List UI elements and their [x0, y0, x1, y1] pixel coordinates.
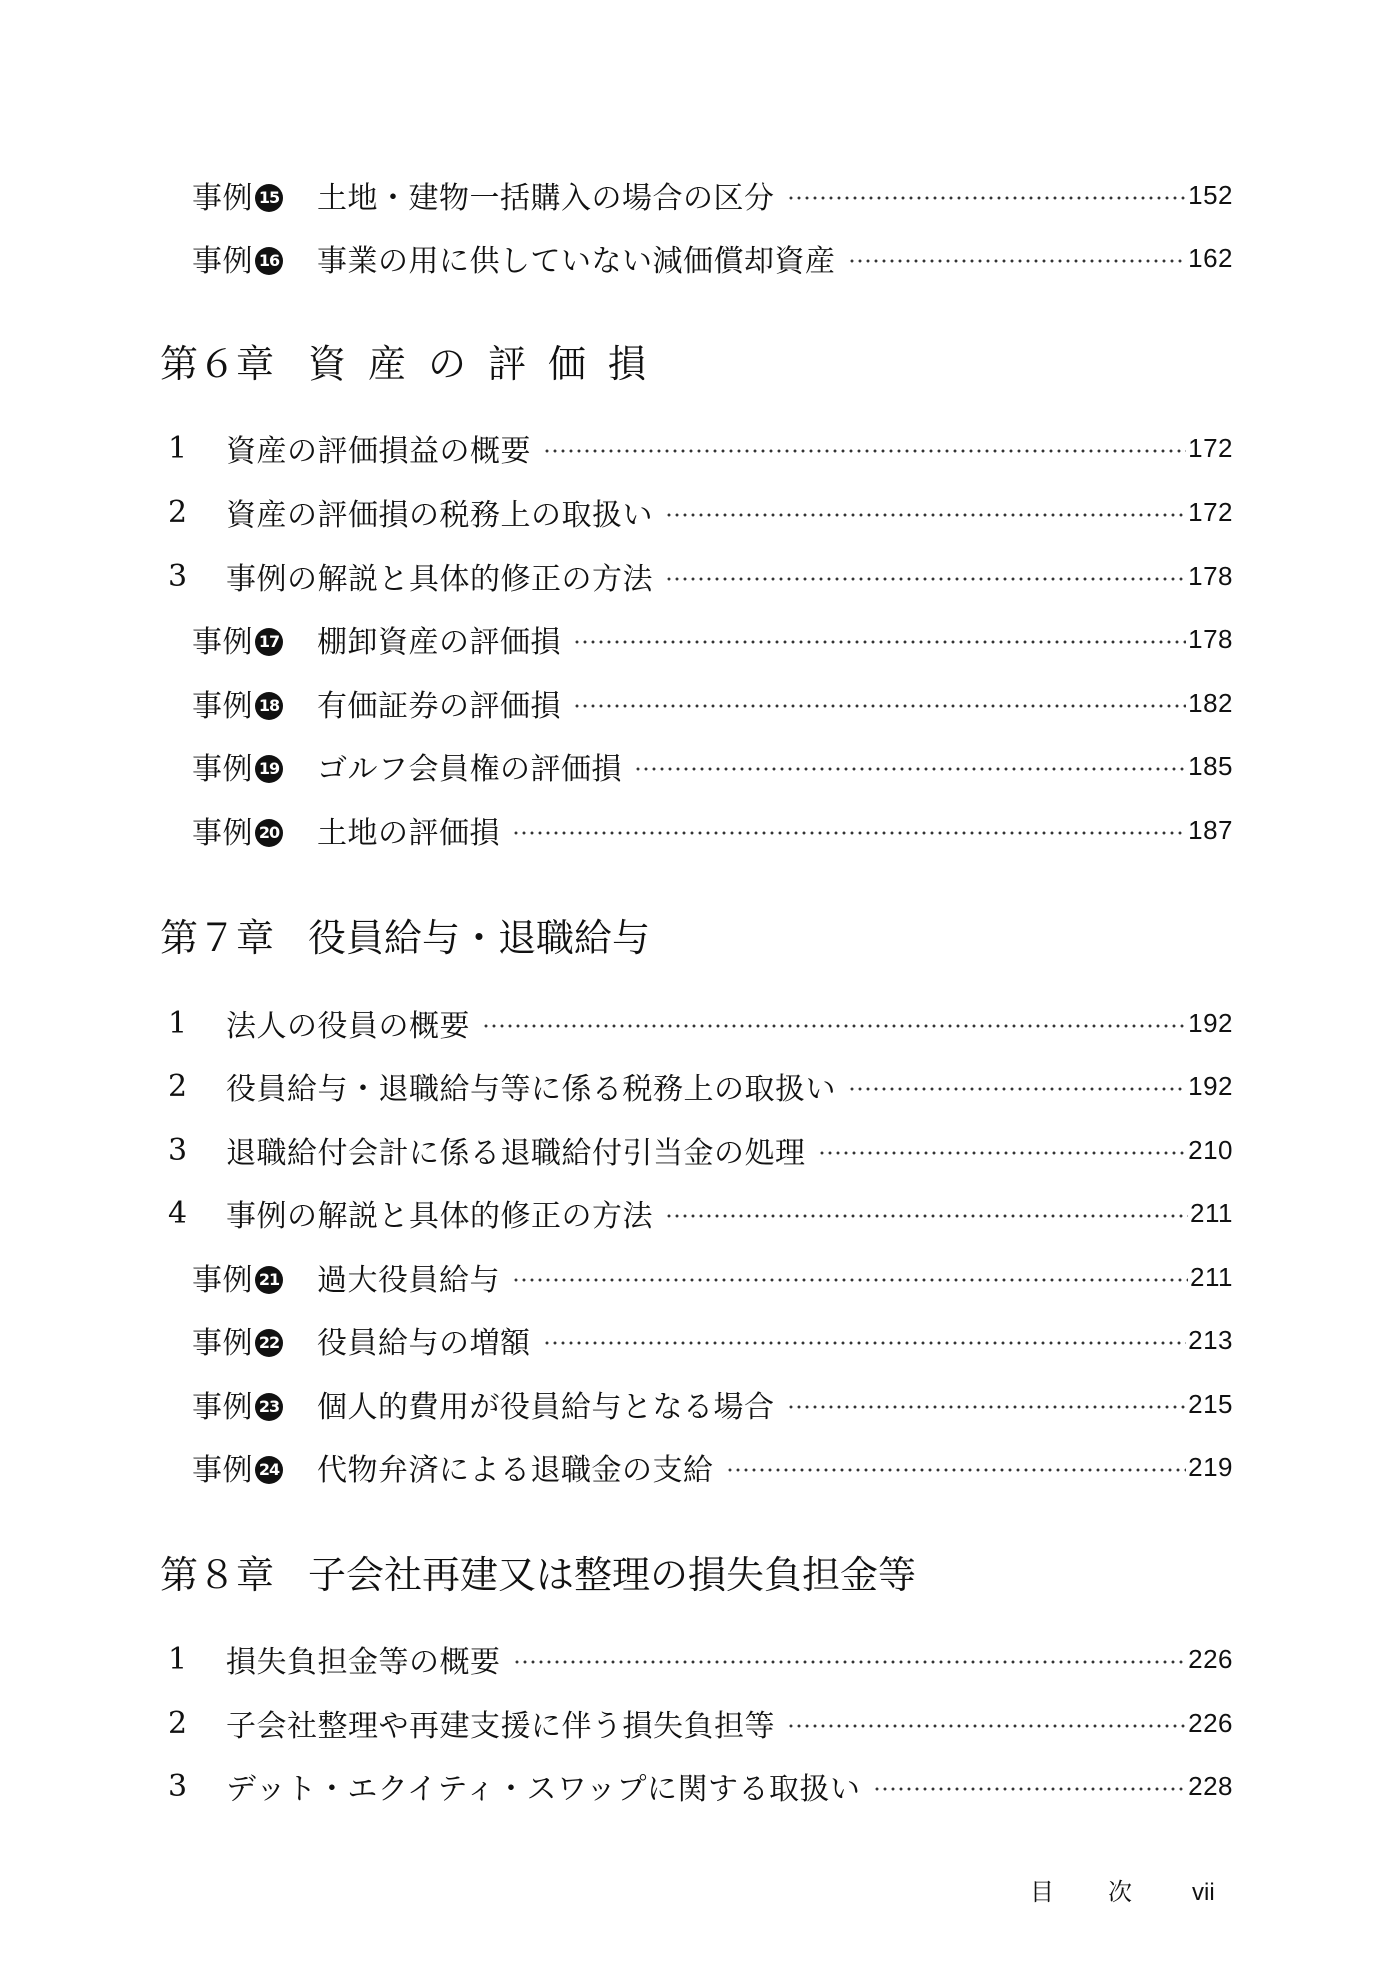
case-tag-label: 事例: [192, 625, 253, 660]
toc-case-row: [0, 805, 1400, 855]
entry-page-number: 219: [1188, 1451, 1233, 1482]
dot-leader: [787, 1724, 1186, 1728]
entry-title: 役員給与の増額: [317, 1326, 531, 1361]
case-number-badge: 23: [255, 1393, 283, 1421]
entry-title: 役員給与・退職給与等に係る税務上の取扱い: [226, 1072, 836, 1107]
entry-page-number: 215: [1188, 1388, 1233, 1419]
entry-title: デット・エクイティ・スワップに関する取扱い: [226, 1772, 861, 1807]
entry-page-number: 172: [1188, 496, 1233, 527]
chapter-label: 第６章: [160, 341, 275, 386]
chapter-title: 役員給与・退職給与: [308, 915, 651, 960]
entry-title: 個人的費用が役員給与となる場合: [317, 1390, 775, 1425]
entry-title: 事例の解説と具体的修正の方法: [226, 1199, 653, 1234]
case-tag-label: 事例: [192, 1263, 253, 1298]
entry-title: 退職給付会計に係る退職給付引当金の処理: [226, 1136, 806, 1171]
dot-leader: [543, 1341, 1187, 1345]
chapter-heading[interactable]: [160, 1541, 916, 1601]
toc-entry[interactable]: [192, 1442, 1233, 1492]
dot-leader: [787, 1405, 1187, 1409]
section-number: 2: [168, 1068, 188, 1104]
entry-page-number: 178: [1188, 623, 1233, 654]
entry-page-number: 211: [1190, 1197, 1233, 1228]
section-number: 3: [168, 1132, 188, 1168]
dot-leader: [665, 577, 1186, 581]
dot-leader: [873, 1787, 1187, 1791]
toc-case-row: [0, 233, 1400, 283]
case-number-badge: 20: [255, 819, 283, 847]
toc-section-row: [0, 998, 1400, 1048]
dot-leader: [848, 259, 1187, 263]
toc-section-row: [0, 1634, 1400, 1684]
case-tag: [192, 173, 317, 217]
toc-section-row: [0, 1125, 1400, 1175]
toc-section-row: [0, 1698, 1400, 1748]
toc-section-row: [0, 551, 1400, 601]
case-tag-label: 事例: [192, 1326, 253, 1361]
dot-leader: [512, 831, 1186, 835]
toc-section-row: [0, 1061, 1400, 1111]
entry-page-number: 210: [1188, 1134, 1233, 1165]
toc-entry[interactable]: [192, 233, 1233, 283]
case-tag: [192, 236, 317, 280]
section-number: 4: [168, 1195, 188, 1231]
entry-page-number: 228: [1188, 1770, 1233, 1801]
entry-title: 子会社整理や再建支援に伴う損失負担等: [226, 1709, 775, 1744]
entry-page-number: 226: [1188, 1707, 1233, 1738]
entry-page-number: 185: [1188, 750, 1233, 781]
chapter-title: 子会社再建又は整理の損失負担金等: [308, 1552, 917, 1597]
toc-case-row: [0, 1442, 1400, 1492]
toc-entry[interactable]: [168, 1761, 1233, 1811]
section-number: 1: [168, 1641, 188, 1677]
dot-leader: [665, 1214, 1188, 1218]
case-number-badge: 17: [255, 628, 283, 656]
case-tag: [192, 1445, 317, 1489]
case-tag: [192, 1318, 317, 1362]
chapter-heading[interactable]: [160, 330, 668, 390]
toc-entry[interactable]: [168, 1061, 1233, 1111]
entry-title: 土地の評価損: [317, 816, 500, 851]
entry-page-number: 182: [1188, 687, 1233, 718]
case-number-badge: 15: [255, 184, 283, 212]
entry-title: 有価証券の評価損: [317, 689, 561, 724]
case-number-badge: 22: [255, 1329, 283, 1357]
case-tag-label: 事例: [192, 752, 253, 787]
toc-entry[interactable]: [168, 1125, 1233, 1175]
case-number-badge: 24: [255, 1456, 283, 1484]
entry-page-number: 192: [1188, 1070, 1233, 1101]
entry-title: 資産の評価損益の概要: [226, 434, 531, 469]
chapter-title: 資産の評価損: [308, 341, 669, 386]
dot-leader: [818, 1151, 1187, 1155]
toc-case-row: [0, 170, 1400, 220]
toc-case-row: [0, 1379, 1400, 1429]
toc-section-row: [0, 423, 1400, 473]
section-number: 3: [168, 558, 188, 594]
entry-title: 棚卸資産の評価損: [317, 625, 561, 660]
toc-section-row: [0, 1761, 1400, 1811]
case-tag: [192, 1255, 317, 1299]
section-number: 2: [168, 1705, 188, 1741]
toc-entry[interactable]: [168, 1698, 1233, 1748]
dot-leader: [512, 1278, 1188, 1282]
toc-case-row: [0, 741, 1400, 791]
dot-leader: [513, 1660, 1187, 1664]
toc-entry[interactable]: [192, 170, 1233, 220]
chapter-label: 第７章: [160, 915, 275, 960]
section-number: 1: [168, 430, 188, 466]
case-tag: [192, 1382, 317, 1426]
entry-page-number: 162: [1188, 242, 1233, 273]
toc-section-row: [0, 487, 1400, 537]
case-tag-label: 事例: [192, 689, 253, 724]
entry-title: ゴルフ会員権の評価損: [317, 752, 622, 787]
case-tag-label: 事例: [192, 1453, 253, 1488]
dot-leader: [848, 1087, 1186, 1091]
chapter-heading[interactable]: [160, 904, 650, 964]
case-number-badge: 18: [255, 692, 283, 720]
toc-entry[interactable]: [168, 551, 1233, 601]
dot-leader: [665, 513, 1186, 517]
toc-entry[interactable]: [192, 1379, 1233, 1429]
toc-case-row: [0, 678, 1400, 728]
case-number-badge: 19: [255, 755, 283, 783]
case-tag-label: 事例: [192, 181, 253, 216]
dot-leader: [482, 1024, 1186, 1028]
entry-title: 損失負担金等の概要: [226, 1645, 501, 1680]
case-number-badge: 21: [255, 1266, 283, 1294]
toc-entry[interactable]: [192, 805, 1233, 855]
footer-page-number: vii: [1192, 1879, 1215, 1906]
case-tag-label: 事例: [192, 244, 253, 279]
running-footer: [1030, 1872, 1215, 1907]
dot-leader: [543, 449, 1186, 453]
entry-title: 資産の評価損の税務上の取扱い: [226, 498, 653, 533]
case-number-badge: 16: [255, 247, 283, 275]
entry-title: 土地・建物一括購入の場合の区分: [317, 181, 775, 216]
dot-leader: [787, 196, 1187, 200]
dot-leader: [634, 767, 1186, 771]
entry-title: 事業の用に供していない減価償却資産: [317, 244, 836, 279]
entry-page-number: 187: [1188, 814, 1233, 845]
entry-title: 代物弁済による退職金の支給: [317, 1453, 714, 1488]
entry-title: 事例の解説と具体的修正の方法: [226, 562, 653, 597]
toc-case-row: [0, 614, 1400, 664]
toc-case-row: [0, 1315, 1400, 1365]
toc-entry[interactable]: [168, 423, 1233, 473]
toc-entry[interactable]: [192, 1252, 1233, 1302]
case-tag: [192, 744, 317, 788]
entry-page-number: 178: [1188, 560, 1233, 591]
entry-page-number: 152: [1188, 179, 1233, 210]
entry-page-number: 226: [1188, 1643, 1233, 1674]
section-number: 3: [168, 1768, 188, 1804]
case-tag: [192, 617, 317, 661]
toc-entry[interactable]: [168, 1188, 1233, 1238]
toc-entry[interactable]: [192, 614, 1233, 664]
section-number: 2: [168, 494, 188, 530]
chapter-label: 第８章: [160, 1552, 275, 1597]
case-tag: [192, 681, 317, 725]
toc-entry[interactable]: [192, 1315, 1233, 1365]
dot-leader: [573, 704, 1186, 708]
toc-entry[interactable]: [192, 678, 1233, 728]
section-number: 1: [168, 1005, 188, 1041]
entry-page-number: 211: [1190, 1261, 1233, 1292]
toc-case-row: [0, 1252, 1400, 1302]
toc-entry[interactable]: [192, 741, 1233, 791]
case-tag-label: 事例: [192, 1390, 253, 1425]
dot-leader: [573, 640, 1186, 644]
footer-label: 目次: [1030, 1878, 1186, 1906]
case-tag-label: 事例: [192, 816, 253, 851]
entry-page-number: 213: [1188, 1324, 1233, 1355]
entry-page-number: 172: [1188, 432, 1233, 463]
entry-title: 法人の役員の概要: [226, 1009, 470, 1044]
toc-section-row: [0, 1188, 1400, 1238]
entry-title: 過大役員給与: [317, 1263, 500, 1298]
case-tag: [192, 808, 317, 852]
toc-entry[interactable]: [168, 487, 1233, 537]
toc-entry[interactable]: [168, 998, 1233, 1048]
dot-leader: [726, 1468, 1187, 1472]
entry-page-number: 192: [1188, 1007, 1233, 1038]
toc-entry[interactable]: [168, 1634, 1233, 1684]
